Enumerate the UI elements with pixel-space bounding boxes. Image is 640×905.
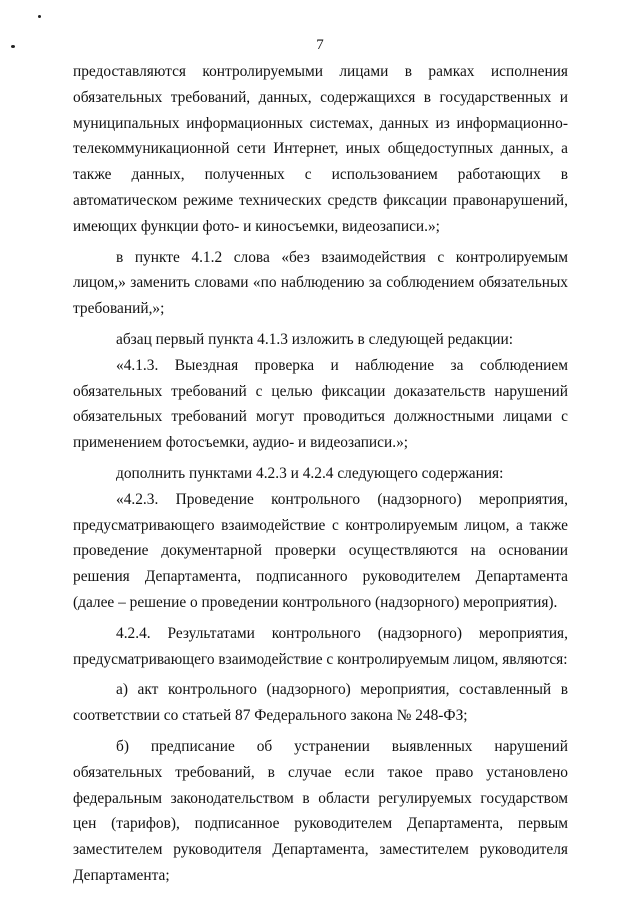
paragraph-4-2-3: «4.2.3. Проведение контрольного (надзорного) мероприятия, предусматривающего взаимодействие с контролируемым лицом, а также проведение документарной проверки осуществляются на основании решения Департамента, подписанного руководителем Департамента (далее – решение о проведении контрольного (надзорного) мероприятия). (73, 490, 568, 611)
paragraph-item-b: б) предписание об устранении выявленных нарушений обязательных требований, в случае если такое право установлено федеральным законодательством в области регулируемых государством цен (тарифов), подписанное руководителем Департамента, первым заместителем руководителя Департамента, заместителем руководителя Департамента; (73, 737, 568, 884)
paragraph-4-1-2-amendment: в пункте 4.1.2 слова «без взаимодействия с контролируемым лицом,» заменить словами «по наблюдению за соблюдением обязательных требований,»; (73, 248, 568, 318)
document-body (73, 59, 568, 889)
scan-speck (38, 15, 41, 18)
paragraph-continuation: предоставляются контролируемыми лицами в рамках исполнения обязательных требований, данных, содержащихся в государственных и муниципальных информационных системах, данных из информационно-телекоммуникационной сети Интернет, иных общедоступных данных, а также данных, полученных с использованием работающих в автоматическом режиме технических средств фиксации правонарушений, имеющих функции фото- и киносъемки, видеозаписи.»; (73, 63, 568, 235)
paragraph-add-points-intro: дополнить пунктами 4.2.3 и 4.2.4 следующего содержания: (116, 464, 504, 482)
paragraph-4-1-3-intro: абзац первый пункта 4.1.3 изложить в следующей редакции: (116, 330, 514, 348)
paragraph-4-1-3-text: «4.1.3. Выездная проверка и наблюдение за соблюдением обязательных требований с целью фиксации доказательств нарушений обязательных требований могут проводиться должностными лицами с применением фотосъемки, аудио- и видеозаписи.»; (73, 356, 568, 452)
paragraph-4-2-4: 4.2.4. Результатами контрольного (надзорного) мероприятия, предусматривающего взаимодействие с контролируемым лицом, являются: (73, 624, 568, 668)
page-number: 7 (316, 37, 324, 53)
paragraph-item-a: а) акт контрольного (надзорного) мероприятия, составленный в соответствии со статьей 87 Федерального закона № 248-ФЗ; (73, 681, 568, 725)
